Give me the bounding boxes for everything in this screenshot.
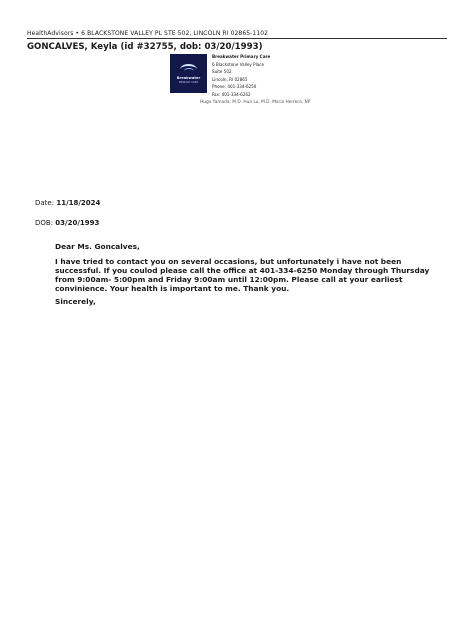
practice-address-line1: 6 Blackstone Valley Place xyxy=(212,61,265,67)
letter-dob xyxy=(35,219,99,227)
logo-tagline: PRIMARY CARE xyxy=(178,81,199,84)
practice-logo xyxy=(170,54,207,93)
provider-list: Hugo Yamada, M.D. Hua Lu, M.D. Maria Herrera, NP xyxy=(200,100,311,105)
practice-phone: Phone: 401-334-6250 xyxy=(212,84,257,90)
header-divider xyxy=(27,38,447,39)
patient-title: GONCALVES, Keyla (id #32755, dob: 03/20/1993) xyxy=(27,42,263,52)
practice-header-line: HealthAdvisors • 6 BLACKSTONE VALLEY PL STE 502, LINCOLN RI 02865-1102 xyxy=(27,30,269,37)
practice-address-block xyxy=(212,53,270,99)
dob-value: 03/20/1993 xyxy=(55,219,100,227)
practice-address-line2: Suite 502 xyxy=(212,69,232,75)
practice-name: Breakwater Primary Care xyxy=(212,54,271,59)
letter-closing: Sincerely, xyxy=(55,297,96,306)
date-value: 11/18/2024 xyxy=(56,199,101,207)
letter-body: I have tried to contact you on several occasions, but unfortunately i have not been successful. If you coulod please call the office at 401-334-6250 Monday through Thursday from 9:00am- 5:00pm and Friday 9:00am until 12:00pm. Please call at your earliest convinience. Your health is important to me. Thank you. xyxy=(55,257,430,293)
dob-label: DOB: xyxy=(35,219,56,227)
date-label: Date: xyxy=(35,199,57,207)
logo-wordmark: Breakwater xyxy=(176,76,201,80)
wave-inner-icon xyxy=(184,68,194,74)
practice-fax: Fax: 401-334-6262 xyxy=(212,91,251,97)
practice-city: Lincoln, RI 02865 xyxy=(212,76,248,82)
letter-salutation: Dear Ms. Goncalves, xyxy=(55,242,140,251)
letter-date xyxy=(35,199,100,207)
